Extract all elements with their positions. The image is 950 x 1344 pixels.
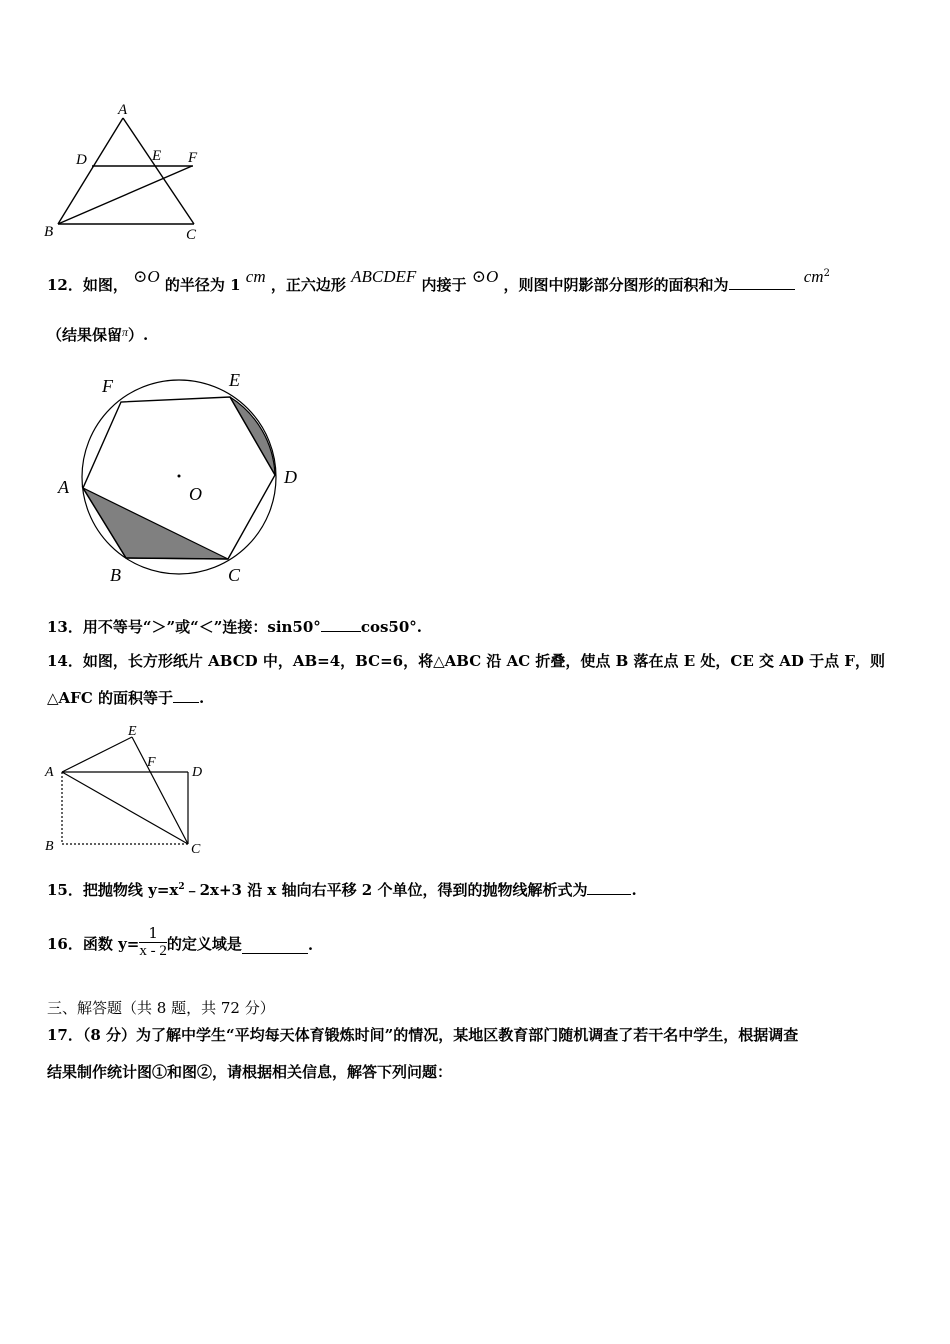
label-o: O bbox=[189, 484, 202, 504]
question-14-line1: 14．如图，长方形纸片 ABCD 中，AB=4，BC=6，将△ABC 沿 AC 折叠，使点 B 落在点 E 处，CE 交 AD 于点 F，则 bbox=[47, 652, 885, 670]
label-f: F bbox=[188, 150, 198, 166]
label-f: F bbox=[147, 755, 156, 770]
label-d: D bbox=[192, 765, 203, 780]
label-e: E bbox=[229, 370, 240, 390]
question-16: 16．函数 y= $\frac{1}{x - 2}$ 的定义域是 . bbox=[47, 924, 314, 959]
center-point-o bbox=[178, 475, 181, 478]
label-a: A bbox=[58, 477, 69, 497]
label-b: B bbox=[44, 224, 54, 240]
section-3-heading: 三、解答题（共 8 题，共 72 分） bbox=[47, 999, 275, 1017]
label-a: A bbox=[45, 765, 54, 780]
label-e: E bbox=[152, 148, 162, 164]
segment-bf bbox=[58, 166, 192, 224]
label-d: D bbox=[284, 467, 297, 487]
edge-ae bbox=[62, 737, 132, 772]
question-17-line1: 17．（8 分）为了解中学生“平均每天体育锻炼时间”的情况，某地区教育部门随机调查了若干名中学生，根据调查 bbox=[47, 1026, 799, 1044]
label-a: A bbox=[118, 102, 128, 118]
fraction: $\frac{1}{x - 2}$ bbox=[139, 924, 167, 959]
question-14-line2: △AFC 的面积等于 . bbox=[47, 689, 205, 707]
answer-blank bbox=[587, 880, 631, 895]
question-13: 13．用不等号“＞”或“＜”连接：sin50° cos50°. bbox=[47, 618, 422, 636]
answer-blank bbox=[173, 688, 199, 703]
label-f: F bbox=[102, 376, 113, 396]
side-ac bbox=[123, 118, 194, 224]
circle-o-symbol: ⊙O bbox=[133, 267, 160, 286]
answer-blank bbox=[321, 617, 361, 632]
figure-q14 bbox=[40, 722, 220, 857]
label-e: E bbox=[128, 724, 137, 739]
label-c: C bbox=[191, 842, 201, 857]
question-12-line2: （结果保留$^\pi$）. bbox=[47, 325, 149, 344]
side-ab bbox=[58, 118, 123, 224]
label-c: C bbox=[228, 565, 241, 585]
label-d: D bbox=[76, 152, 87, 168]
label-c: C bbox=[186, 227, 197, 243]
label-b: B bbox=[45, 839, 54, 854]
question-15: 15．把抛物线 $y=x^2﹣2x+3$ 沿 x 轴向右平移 2 个单位，得到的抛物线解析式为 . bbox=[47, 881, 637, 899]
answer-blank bbox=[242, 939, 308, 954]
question-17-line2: 结果制作统计图①和图②，请根据相关信息，解答下列问题： bbox=[47, 1063, 453, 1081]
question-12-line1: 12．如图， ⊙O 的半径为 1 cm ，正六边形 ABCDEF 内接于 ⊙O ，则图中阴影部分图形的面积和为 $cm^2$ bbox=[47, 267, 830, 294]
figure-q11 bbox=[40, 100, 210, 245]
answer-blank bbox=[729, 275, 795, 290]
figure-q12 bbox=[50, 365, 310, 590]
label-b: B bbox=[110, 565, 121, 585]
